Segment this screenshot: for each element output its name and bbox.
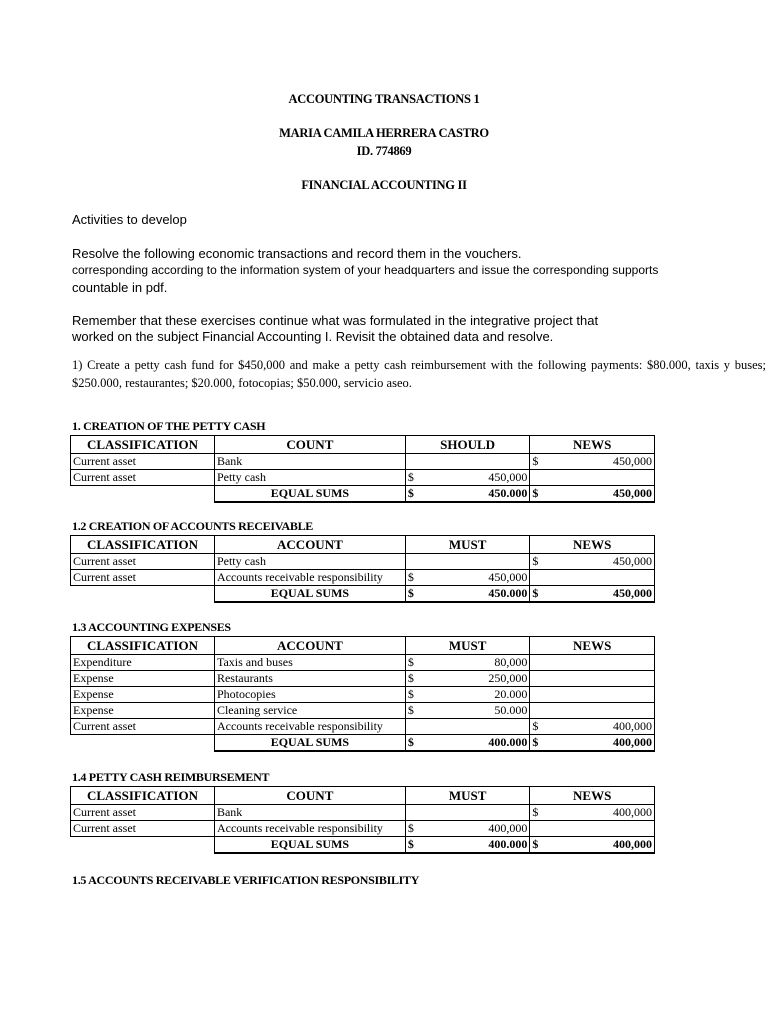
ledger-table — [70, 786, 655, 854]
section-title: 1.3 ACCOUNTING EXPENSES — [72, 620, 231, 634]
section-title: 1.5 ACCOUNTS RECEIVABLE VERIFICATION RESPONSIBILITY — [72, 873, 420, 887]
account-cell: Bank — [214, 454, 405, 470]
credit-amount-cell — [540, 703, 654, 719]
column-header: NEWS — [530, 787, 655, 805]
debit-amount-cell: 20.000 — [416, 687, 530, 703]
table-row — [71, 703, 655, 719]
account-cell: Photocopies — [214, 687, 405, 703]
debit-amount-cell — [416, 719, 530, 735]
debit-amount-cell: 400,000 — [416, 821, 530, 837]
table-row — [71, 719, 655, 735]
account-cell: Accounts receivable responsibility — [214, 821, 405, 837]
credit-currency-cell: $ — [530, 837, 540, 854]
table-row — [71, 454, 655, 470]
table-header-row — [71, 637, 655, 655]
account-cell: Cleaning service — [214, 703, 405, 719]
debit-currency-cell: $ — [405, 703, 415, 719]
column-header: MUST — [405, 787, 530, 805]
debit-total-cell: 400.000 — [416, 837, 530, 854]
credit-amount-cell: 450,000 — [540, 454, 654, 470]
credit-amount-cell: 400,000 — [540, 719, 654, 735]
instructions-line-2: corresponding according to the information system of your headquarters and issue the corresponding supports — [72, 263, 659, 277]
credit-currency-cell: $ — [530, 454, 540, 470]
reminder-line-2: worked on the subject Financial Accounting I. Revisit the obtained data and resolve. — [72, 329, 554, 344]
debit-currency-cell — [405, 454, 415, 470]
ledger-table — [70, 636, 655, 752]
activities-heading: Activities to develop — [72, 212, 187, 227]
credit-total-cell: 400,000 — [540, 735, 654, 752]
credit-amount-cell — [540, 671, 654, 687]
credit-currency-cell — [530, 570, 540, 586]
table-row — [71, 655, 655, 671]
debit-currency-cell: $ — [405, 570, 415, 586]
account-cell: Taxis and buses — [214, 655, 405, 671]
debit-currency-cell: $ — [405, 486, 415, 503]
instructions-line-3: countable in pdf. — [72, 280, 168, 295]
debit-amount-cell — [416, 554, 530, 570]
classification-cell: Current asset — [71, 719, 215, 735]
debit-total-cell: 450.000 — [416, 586, 530, 603]
student-id: ID. 774869 — [356, 144, 412, 158]
column-header: ACCOUNT — [214, 536, 405, 554]
column-header: COUNT — [214, 436, 405, 454]
table-row — [71, 821, 655, 837]
debit-currency-cell: $ — [405, 735, 415, 752]
debit-amount-cell: 80,000 — [416, 655, 530, 671]
debit-amount-cell: 50.000 — [416, 703, 530, 719]
credit-amount-cell — [540, 821, 654, 837]
table-row — [71, 805, 655, 821]
debit-total-cell: 400.000 — [416, 735, 530, 752]
credit-currency-cell — [530, 703, 540, 719]
account-cell: Petty cash — [214, 554, 405, 570]
equal-sums-label: EQUAL SUMS — [214, 837, 405, 854]
credit-currency-cell — [530, 687, 540, 703]
classification-cell: Expenditure — [71, 655, 215, 671]
debit-currency-cell: $ — [405, 687, 415, 703]
classification-cell: Current asset — [71, 570, 215, 586]
debit-currency-cell — [405, 805, 415, 821]
equal-sums-label: EQUAL SUMS — [214, 735, 405, 752]
credit-amount-cell — [540, 687, 654, 703]
column-header: COUNT — [214, 787, 405, 805]
column-header: CLASSIFICATION — [71, 637, 215, 655]
credit-currency-cell — [530, 671, 540, 687]
ledger-table — [70, 435, 655, 503]
account-cell: Accounts receivable responsibility — [214, 570, 405, 586]
ledger-table — [70, 535, 655, 603]
sum-row — [71, 837, 655, 854]
credit-currency-cell — [530, 821, 540, 837]
table-row — [71, 671, 655, 687]
section-title: 1.4 PETTY CASH REIMBURSEMENT — [72, 770, 270, 784]
column-header: MUST — [405, 536, 530, 554]
column-header: ACCOUNT — [214, 637, 405, 655]
table-row — [71, 687, 655, 703]
credit-currency-cell: $ — [530, 735, 540, 752]
credit-currency-cell: $ — [530, 719, 540, 735]
debit-amount-cell — [416, 805, 530, 821]
column-header: NEWS — [530, 436, 655, 454]
column-header: NEWS — [530, 637, 655, 655]
debit-amount-cell: 450,000 — [416, 470, 530, 486]
credit-currency-cell — [530, 655, 540, 671]
credit-currency-cell: $ — [530, 805, 540, 821]
credit-currency-cell: $ — [530, 554, 540, 570]
sum-row — [71, 586, 655, 603]
credit-currency-cell: $ — [530, 486, 540, 503]
classification-cell: Current asset — [71, 821, 215, 837]
classification-cell: Expense — [71, 703, 215, 719]
classification-cell: Expense — [71, 671, 215, 687]
instructions-line-1: Resolve the following economic transactions and record them in the vouchers. — [72, 246, 522, 261]
credit-currency-cell: $ — [530, 586, 540, 603]
table-row — [71, 470, 655, 486]
credit-amount-cell — [540, 655, 654, 671]
credit-total-cell: 450,000 — [540, 586, 654, 603]
equal-sums-label: EQUAL SUMS — [214, 486, 405, 503]
account-cell: Restaurants — [214, 671, 405, 687]
credit-total-cell: 400,000 — [540, 837, 654, 854]
account-cell: Bank — [214, 805, 405, 821]
credit-amount-cell — [540, 470, 654, 486]
classification-cell: Expense — [71, 687, 215, 703]
column-header: CLASSIFICATION — [71, 787, 215, 805]
debit-currency-cell: $ — [405, 821, 415, 837]
debit-currency-cell — [405, 719, 415, 735]
credit-amount-cell: 450,000 — [540, 554, 654, 570]
debit-currency-cell: $ — [405, 470, 415, 486]
debit-amount-cell: 250,000 — [416, 671, 530, 687]
debit-total-cell: 450.000 — [416, 486, 530, 503]
table-row — [71, 554, 655, 570]
credit-amount-cell — [540, 570, 654, 586]
debit-amount-cell — [416, 454, 530, 470]
author-name: MARIA CAMILA HERRERA CASTRO — [279, 126, 489, 140]
reminder-line-1: Remember that these exercises continue what was formulated in the integrative project that — [72, 313, 599, 328]
classification-cell: Current asset — [71, 470, 215, 486]
classification-cell: Current asset — [71, 454, 215, 470]
credit-amount-cell: 400,000 — [540, 805, 654, 821]
debit-amount-cell: 450,000 — [416, 570, 530, 586]
debit-currency-cell: $ — [405, 671, 415, 687]
course-name: FINANCIAL ACCOUNTING II — [301, 178, 467, 192]
section-title: 1.2 CREATION OF ACCOUNTS RECEIVABLE — [72, 519, 313, 533]
account-cell: Accounts receivable responsibility — [214, 719, 405, 735]
debit-currency-cell: $ — [405, 837, 415, 854]
equal-sums-label: EQUAL SUMS — [214, 586, 405, 603]
classification-cell: Current asset — [71, 805, 215, 821]
column-header: CLASSIFICATION — [71, 536, 215, 554]
table-row — [71, 570, 655, 586]
table-header-row — [71, 436, 655, 454]
debit-currency-cell: $ — [405, 655, 415, 671]
debit-currency-cell: $ — [405, 586, 415, 603]
classification-cell: Current asset — [71, 554, 215, 570]
credit-total-cell: 450,000 — [540, 486, 654, 503]
credit-currency-cell — [530, 470, 540, 486]
column-header: NEWS — [530, 536, 655, 554]
exercise-statement: 1) Create a petty cash fund for $450,000 and make a petty cash reimbursement with the following payments: $80.000, taxis y buses; $250.000, restaurantes; $20.000, fotocopias; $50.000, servicio aseo. — [72, 358, 766, 390]
document-title: ACCOUNTING TRANSACTIONS 1 — [288, 92, 480, 106]
debit-currency-cell — [405, 554, 415, 570]
column-header: SHOULD — [405, 436, 530, 454]
table-header-row — [71, 787, 655, 805]
sum-row — [71, 486, 655, 503]
table-header-row — [71, 536, 655, 554]
section-title: 1. CREATION OF THE PETTY CASH — [72, 419, 266, 433]
sum-row — [71, 735, 655, 752]
column-header: MUST — [405, 637, 530, 655]
account-cell: Petty cash — [214, 470, 405, 486]
column-header: CLASSIFICATION — [71, 436, 215, 454]
